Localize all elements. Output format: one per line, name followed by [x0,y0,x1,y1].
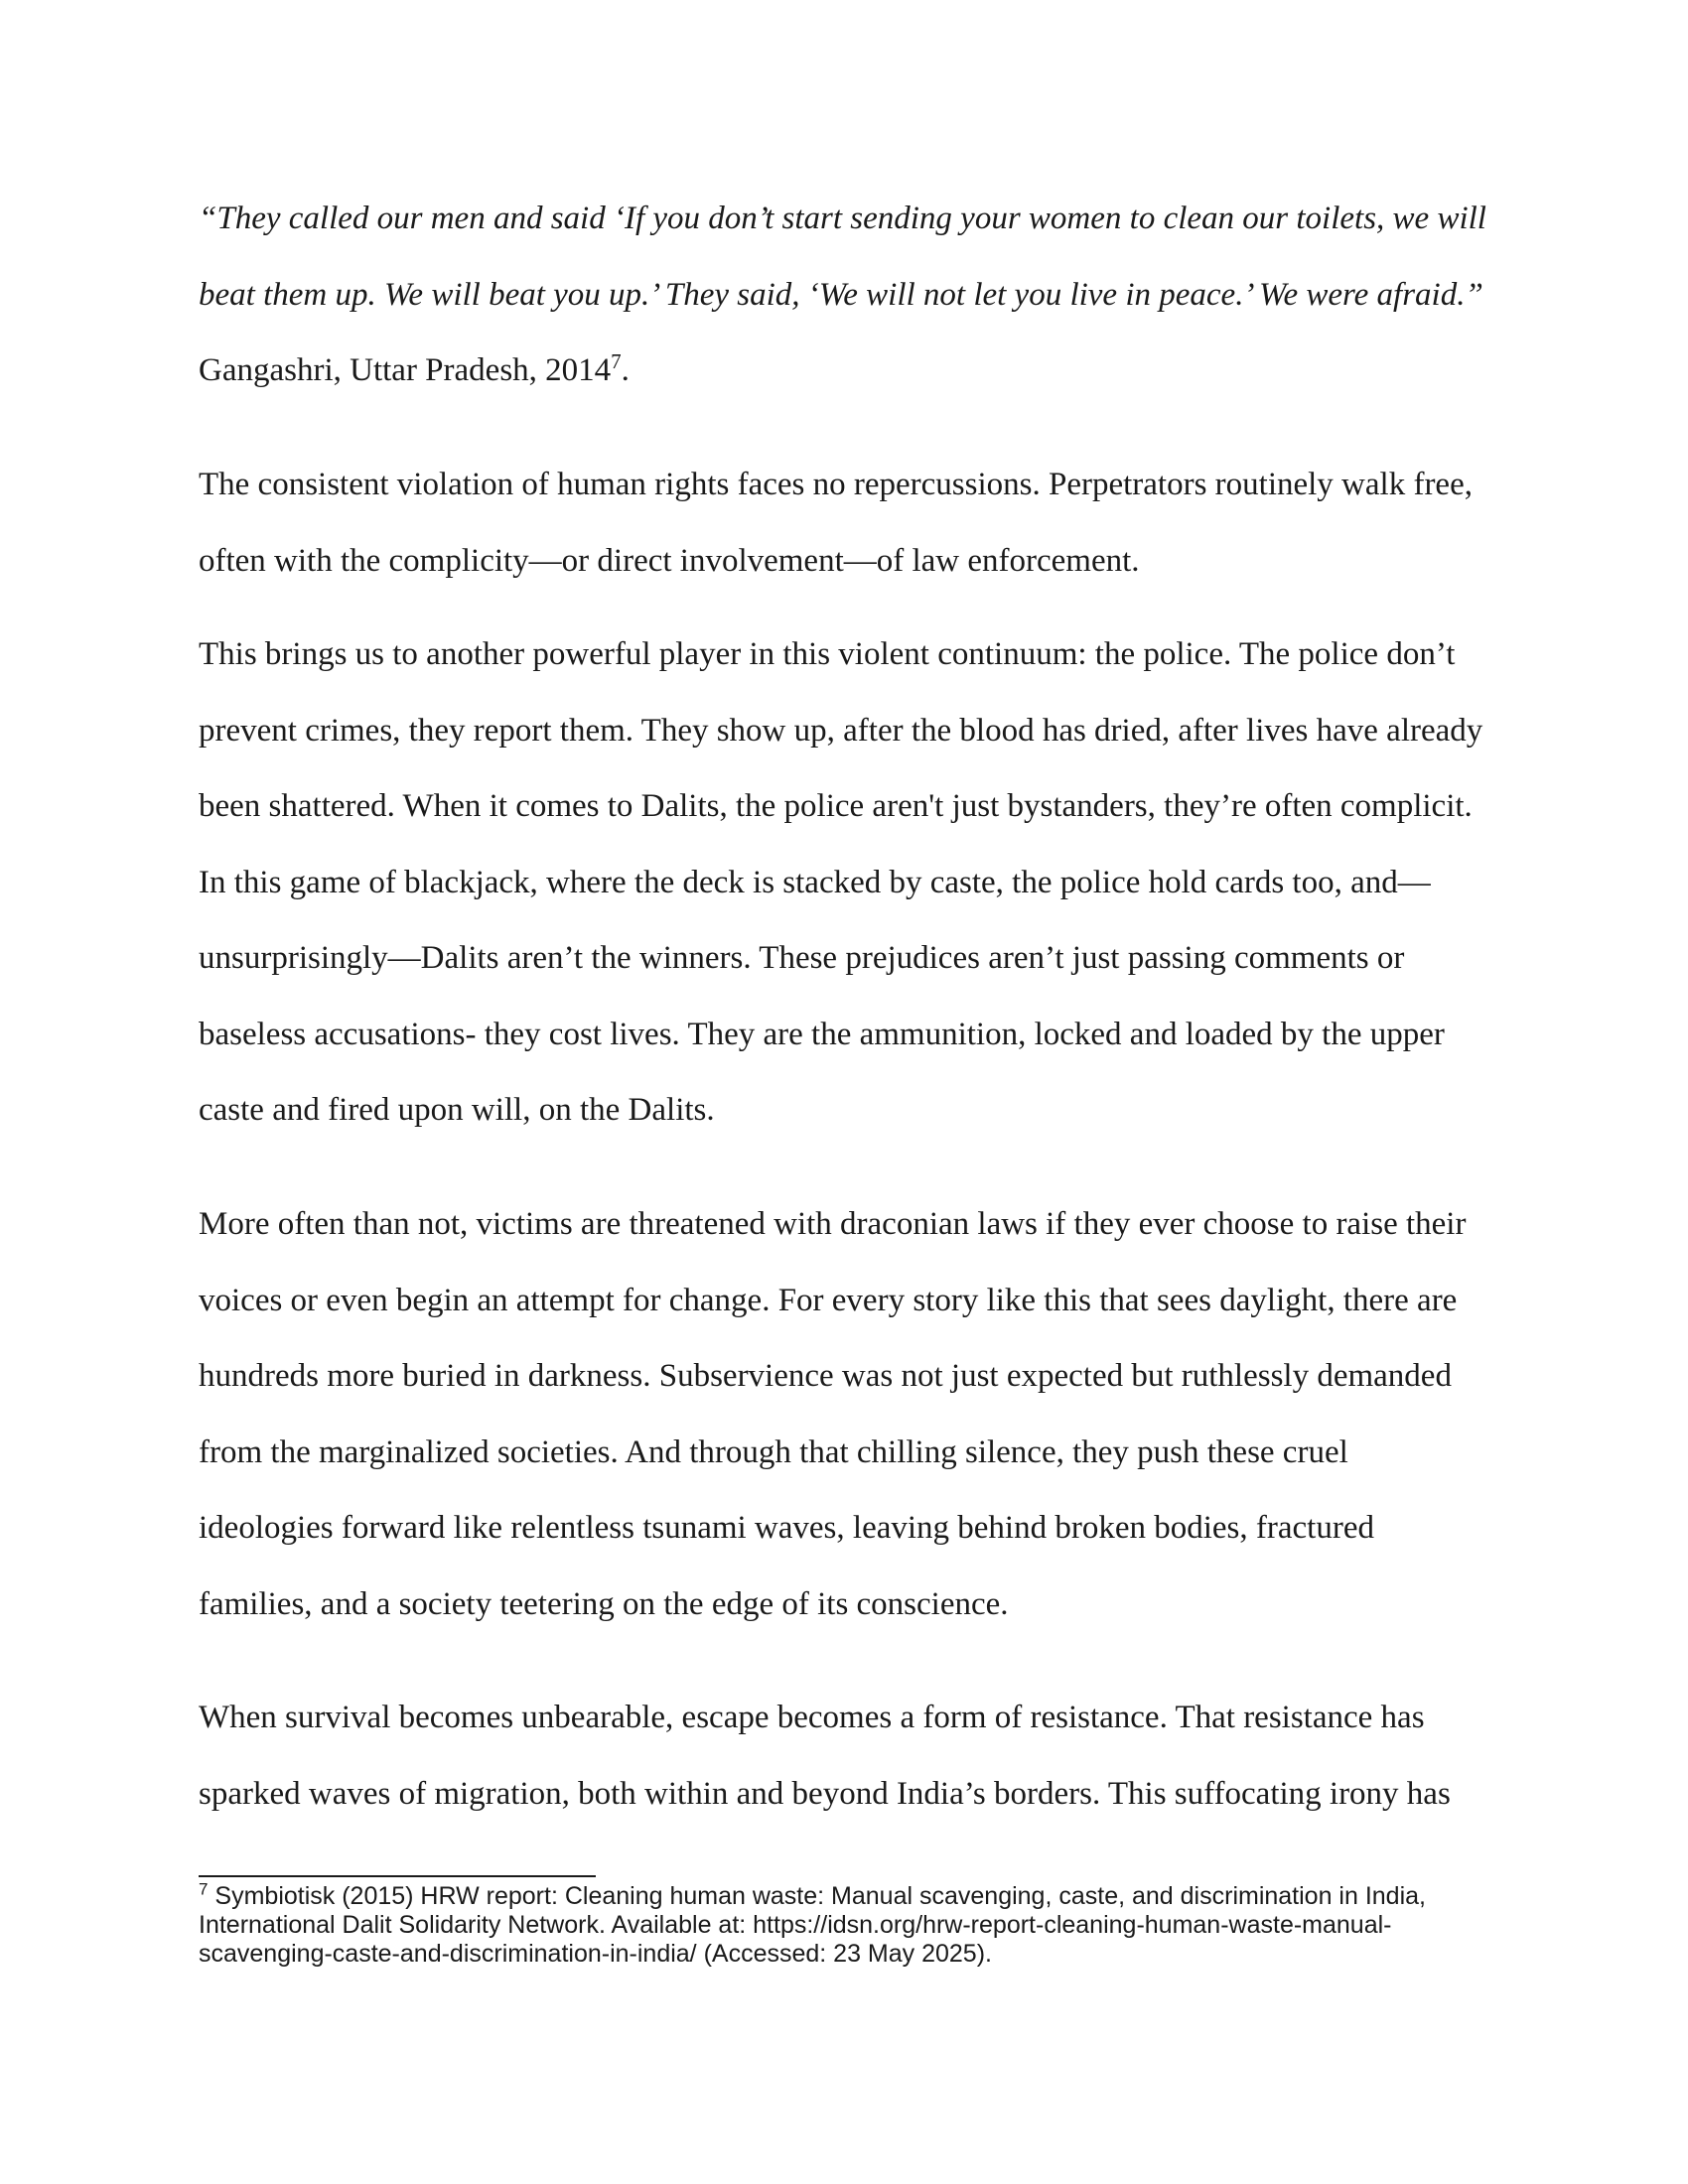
body-paragraph: The consistent violation of human rights faces no repercussions. Perpetrators routinely walk free, often with the complicity—or direct involvement—of law enforcement. [199,467,1473,579]
body-paragraph: This brings us to another powerful player in this violent continuum: the police. The police don’t prevent crimes, they report them. They show up, after the blood has dried, after lives have already been shattered. When it comes to Dalits, the police aren't just bystanders, they’re often complicit. In this game of blackjack, where the deck is stacked by caste, the police hold cards too, and—unsurprisingly—Dalits aren’t the winners. These prejudices aren’t just passing comments or baseless accusations- they cost lives. They are the ammunition, locked and loaded by the upper caste and fired upon will, on the Dalits. [199,636,1483,1128]
body-paragraph: More often than not, victims are threatened with draconian laws if they ever choose to raise their voices or even begin an attempt for change. For every story like this that sees daylight, there are hundreds more buried in darkness. Subservience was not just expected but ruthlessly demanded from the marginalized societies. And through that chilling silence, they push these cruel ideologies forward like relentless tsunami waves, leaving behind broken bodies, fractured families, and a society teetering on the edge of its conscience. [199,1206,1467,1622]
quote-attribution: Gangashri, Uttar Pradesh, 2014 [199,352,612,388]
footnote-text: Symbiotisk (2015) HRW report: Cleaning human waste: Manual scavenging, caste, and discrimination in India, International Dalit Solidarity Network. Available at: https://idsn.org/hrw-report-cleaning-human-waste-manual-scavenging-caste-and-discrimination-in-india/ (Accessed: 23 May 2025). [199,1882,1426,1968]
footnote [199,1879,1489,1969]
testimony-quote: “They called our men and said ‘If you don’t start sending your women to clean our toilets, we will beat them up. We will beat you up.’ They said, ‘We will not let you live in peace.’ We were afraid.” [199,201,1486,313]
quote-trailing-period: . [621,352,630,388]
testimony-quote-paragraph [199,181,1489,409]
footnote-reference[interactable]: 7 [611,349,622,373]
footnote-separator [199,1875,596,1877]
body-paragraph: When survival becomes unbearable, escape becomes a form of resistance. That resistance has sparked waves of migration, both within and beyond India’s borders. This suffocating irony has [199,1700,1451,1812]
footnote-number: 7 [199,1879,209,1899]
